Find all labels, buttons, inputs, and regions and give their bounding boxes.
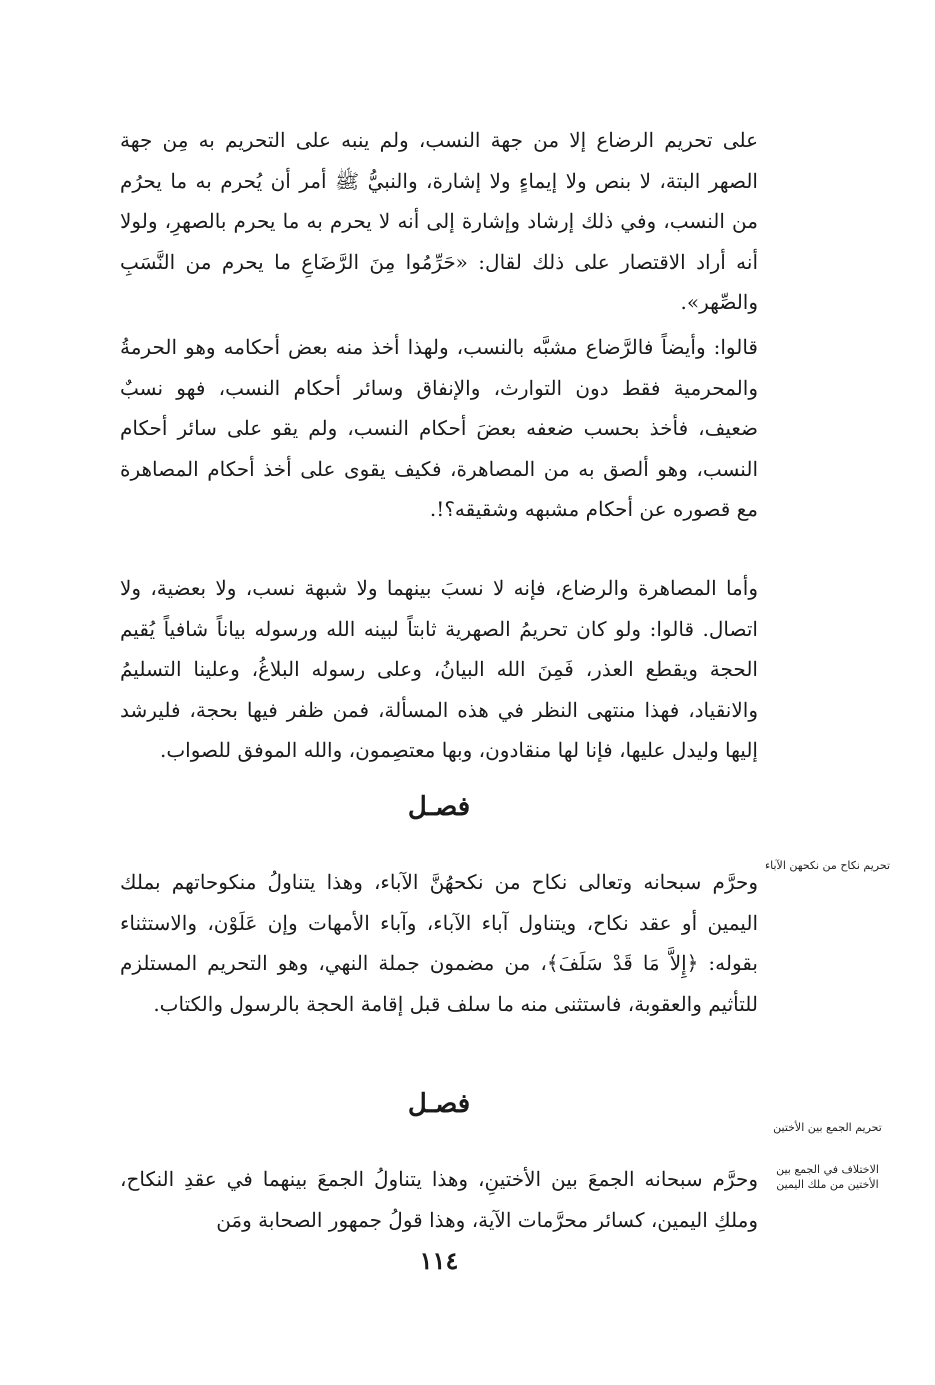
page-number: ١١٤ xyxy=(419,1246,459,1275)
section-heading-1: فصـل xyxy=(407,792,471,822)
paragraph-4: وحرَّم سبحانه وتعالى نكاح من نكحهُنَّ الآباء، وهذا يتناولُ منكوحاتهم بملك اليمين أو عقد نكاح، ويتناول آباء الآباء، وآباء الأمهات وإن عَلَوْن، والاستثناء بقوله: ﴿إِلاَّ مَا قَدْ سَلَفَ﴾، من مضمون جملة النهي، وهو التحريم المستلزم للتأثيم والعقوبة، فاستثنى منه ما سلف قبل إقامة الحجة بالرسول والكتاب. xyxy=(120,870,758,1016)
paragraph-1: على تحريم الرضاع إلا من جهة النسب، ولم ينبه على التحريم به مِن جهة الصهر البتة، لا بنص ولا إيماءٍ ولا إشارة، والنبيُّ ﷺ أمر أن يُحرم به ما يحرُم من النسب، وفي ذلك إرشاد وإشارة إلى أنه لا يحرم به ما يحرم بالصهرِ، ولولا أنه أراد الاقتصار على ذلك لقال: «حَرِّمُوا مِنَ الرَّضَاعِ ما يحرم من النَّسَبِ والصِّهر». xyxy=(120,128,758,314)
margin-note-2: تحريم الجمع بين الأختين xyxy=(773,1121,882,1134)
paragraph-3: وأما المصاهرة والرضاع، فإنه لا نسبَ بينهما ولا شبهة نسب، ولا بعضية، ولا اتصال. قالوا: ولو كان تحريمُ الصهرية ثابتاً لبينه الله ورسوله بياناً شافياً يُقيم الحجة ويقطع العذر، فَمِنَ الله البيانُ، وعلى رسوله البلاغُ، وعلينا التسليمُ والانقياد، فهذا منتهى النظر في هذه المسألة، فمن ظفر فيها بحجة، فليرشد إليها وليدل عليها، فإنا لها منقادون، وبها معتصِمون، والله الموفق للصواب. xyxy=(120,576,758,762)
margin-note-3: الاختلاف في الجمع بين الأختين من ملك اليمين xyxy=(776,1163,879,1191)
section-heading-2: فصـل xyxy=(407,1089,471,1119)
paragraph-5: وحرَّم سبحانه الجمعَ بين الأختينِ، وهذا يتناولُ الجمعَ بينهما في عقدِ النكاح، وملكِ اليمين، كسائر محرَّمات الآية، وهذا قولُ جمهور الصحابة ومَن xyxy=(120,1167,758,1232)
margin-note-1: تحريم نكاح من نكحهن الآباء xyxy=(764,859,891,872)
paragraph-2: قالوا: وأيضاً فالرَّضاع مشبَّه بالنسب، ولهذا أخذ منه بعض أحكامه وهو الحرمةُ والمحرمية فقط دون التوارث، والإنفاق وسائر أحكام النسب، فهو نسبٌ ضعيف، فأخذ بحسب ضعفه بعضَ أحكام النسب، ولم يقو على سائر أحكام النسب، وهو ألصق به من المصاهرة، فكيف يقوى على أخذ أحكام المصاهرة مع قصوره عن أحكام مشبهه وشقيقه؟!. xyxy=(120,335,758,521)
